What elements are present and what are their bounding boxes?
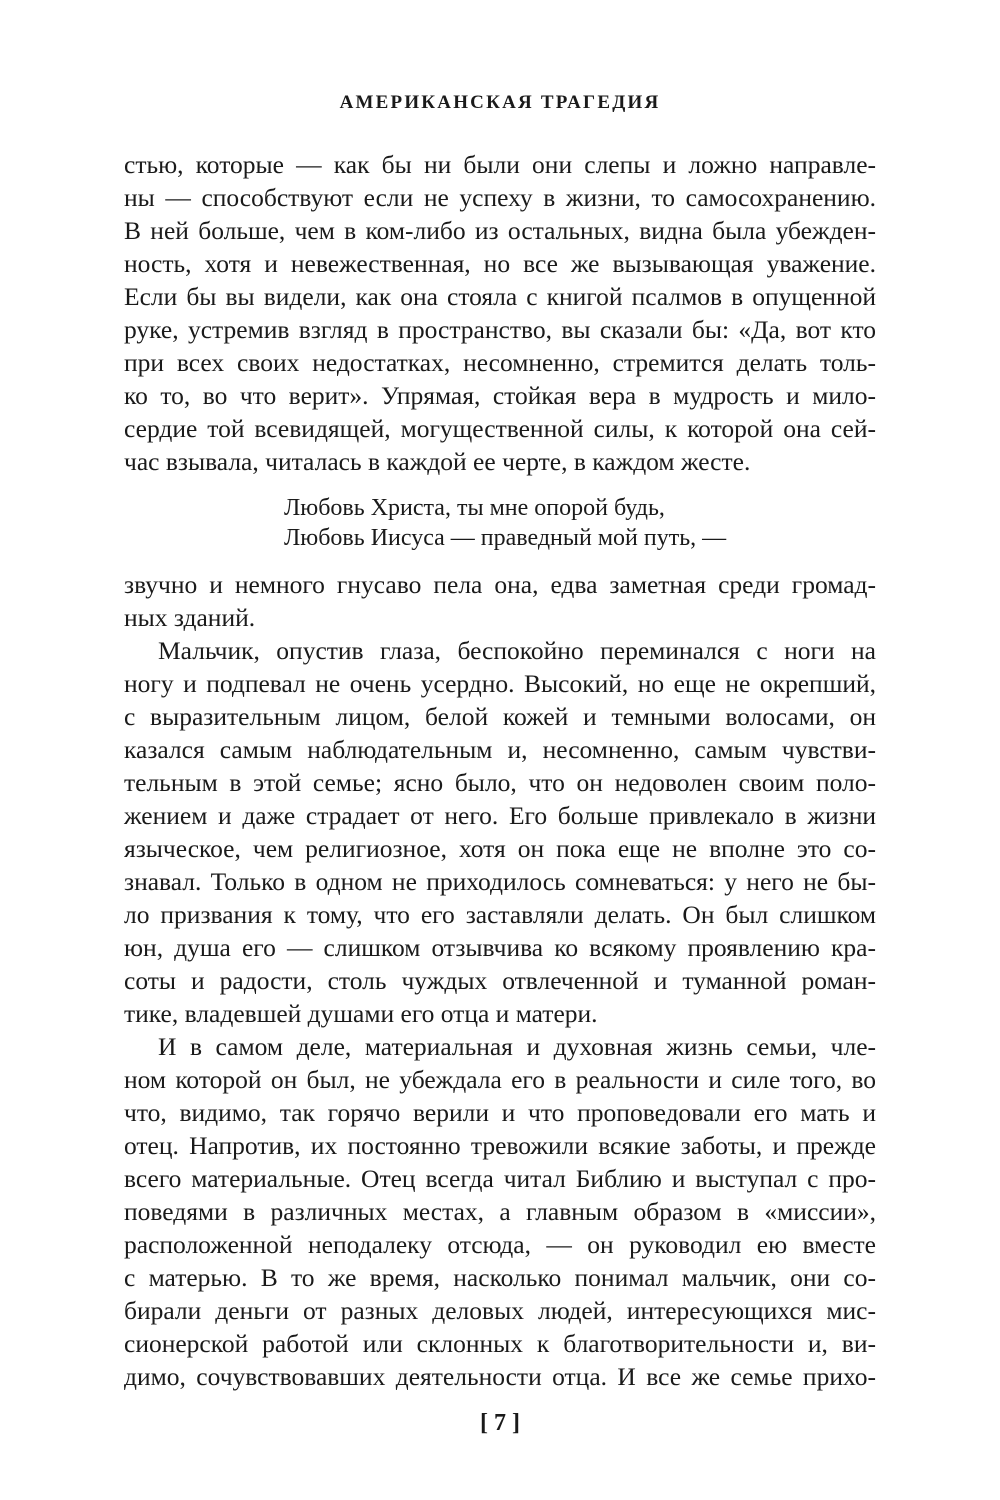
- paragraph-continued: [124, 148, 876, 478]
- running-head: АМЕРИКАНСКАЯ ТРАГЕДИЯ: [339, 92, 661, 113]
- text-line: жением и даже страдает от него. Его больше привлекало в жизни: [124, 801, 876, 830]
- text-line: сердие той всевидящей, могущественной силы, к которой она сей-: [124, 414, 876, 443]
- text-line: руке, устремив взгляд в пространство, вы сказали бы: «Да, вот кто: [124, 315, 876, 344]
- text-line: с матерью. В то же время, насколько понимал мальчик, они со-: [124, 1263, 876, 1292]
- text-line: тике, владевшей душами его отца и матери.: [124, 999, 598, 1028]
- text-line: знавал. Только в одном не приходилось сомневаться: у него не бы-: [124, 867, 876, 896]
- paragraph-after-verse: [124, 568, 876, 634]
- text-line: В ней больше, чем в ком-либо из остальных, видна была убежден-: [124, 216, 876, 245]
- text-line: Мальчик, опустив глаза, беспокойно переминался с ноги на: [158, 636, 876, 665]
- text-line: соты и радости, столь чуждых отвлеченной и туманной роман-: [124, 966, 876, 995]
- text-line: бирали деньги от разных деловых людей, интересующихся мис-: [124, 1296, 876, 1325]
- text-line: Если бы вы видели, как она стояла с книгой псалмов в опущенной: [124, 282, 876, 311]
- text-line: димо, сочувствовавших деятельности отца. И все же семье прихо-: [124, 1362, 876, 1391]
- text-line: казался самым наблюдательным и, несомненно, самым чувстви-: [124, 735, 876, 764]
- text-line: ных зданий.: [124, 603, 256, 632]
- paragraph-family: [124, 1030, 876, 1393]
- verse-line: Любовь Христа, ты мне опорой будь,: [284, 495, 665, 521]
- text-line: с выразительным лицом, белой кожей и темными волосами, он: [124, 702, 876, 731]
- text-line: И в самом деле, материальная и духовная жизнь семьи, чле-: [158, 1032, 876, 1061]
- text-line: при всех своих недостатках, несомненно, стремится делать толь-: [124, 348, 876, 377]
- text-line: всего материальные. Отец всегда читал Библию и выступал с про-: [124, 1164, 876, 1193]
- text-line: тельным в этой семье; ясно было, что он недоволен своим поло-: [124, 768, 876, 797]
- text-line: сионерской работой или склонных к благотворительности и, ви-: [124, 1329, 876, 1358]
- page-number: [ 7 ]: [480, 1410, 520, 1436]
- text-line: ко то, во что верит». Упрямая, стойкая вера в мудрость и мило-: [124, 381, 876, 410]
- text-line: час взывала, читалась в каждой ее черте, в каждом жесте.: [124, 447, 751, 476]
- text-line: юн, душа его — слишком отзывчива ко всякому проявлению кра-: [124, 933, 876, 962]
- text-line: языческое, чем религиозное, хотя он пока еще не вполне это со-: [124, 834, 876, 863]
- text-line: ло призвания к тому, что его заставляли делать. Он был слишком: [124, 900, 876, 929]
- text-line: ны — способствуют если не успеху в жизни, то самосохранению.: [124, 183, 876, 212]
- text-line: ногу и подпевал не очень усердно. Высокий, но еще не окрепший,: [124, 669, 876, 698]
- text-line: что, видимо, так горячо верили и что проповедовали его мать и: [124, 1098, 876, 1127]
- text-line: отец. Напротив, их постоянно тревожили всякие заботы, и прежде: [124, 1131, 876, 1160]
- text-line: поведями в различных местах, а главным образом в «миссии»,: [124, 1197, 876, 1226]
- text-line: стью, которые — как бы ни были они слепы и ложно направле-: [124, 150, 876, 179]
- text-line: звучно и немного гнусаво пела она, едва заметная среди громад-: [124, 570, 876, 599]
- text-line: ном которой он был, не убеждала его в реальности и силе того, во: [124, 1065, 876, 1094]
- body-text: [124, 148, 876, 1393]
- text-line: ность, хотя и невежественная, но все же вызывающая уважение.: [124, 249, 876, 278]
- text-line: расположенной неподалеку отсюда, — он руководил ею вместе: [124, 1230, 876, 1259]
- paragraph-boy: [124, 634, 876, 1030]
- verse-line: Любовь Иисуса — праведный мой путь, —: [284, 525, 727, 551]
- hymn-verse: [284, 493, 876, 553]
